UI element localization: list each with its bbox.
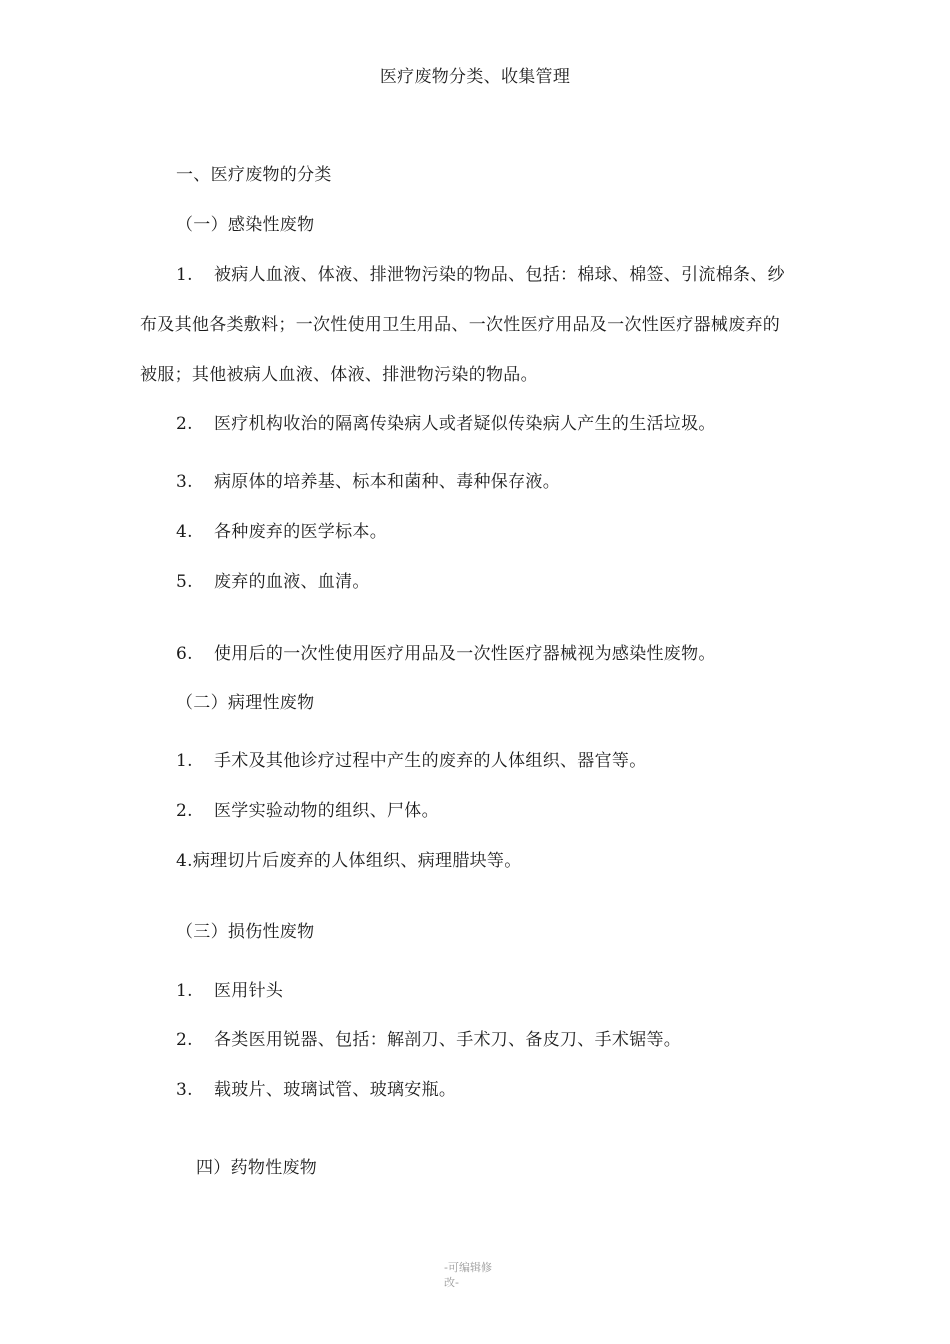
subsection-heading-sharps: （三）损伤性废物 <box>176 922 315 942</box>
item-number: 3. <box>176 1080 193 1100</box>
subsection-heading-infectious: （一）感染性废物 <box>176 215 315 235</box>
paragraph-line: 布及其他各类敷料；一次性使用卫生用品、一次性医疗用品及一次性医疗器械废弃的 <box>140 315 781 335</box>
item-text: 载玻片、玻璃试管、玻璃安瓶。 <box>214 1080 457 1100</box>
list-item <box>176 471 560 493</box>
item-text: 手术及其他诊疗过程中产生的废弃的人体组织、器官等。 <box>214 751 647 771</box>
footer-note <box>444 1260 504 1290</box>
list-item <box>176 750 647 772</box>
list-item: 4.病理切片后废弃的人体组织、病理腊块等。 <box>176 851 522 871</box>
item-number: 1. <box>176 981 193 1001</box>
page-title: 医疗废物分类、收集管理 <box>379 67 571 87</box>
list-item <box>176 413 716 435</box>
paragraph-line: 被服；其他被病人血液、体液、排泄物污染的物品。 <box>140 365 538 385</box>
item-text: 各种废弃的医学标本。 <box>214 522 387 542</box>
item-number: 3. <box>176 472 193 492</box>
item-text: 病原体的培养基、标本和菌种、毒种保存液。 <box>214 472 560 492</box>
list-item <box>176 1029 681 1051</box>
list-item <box>176 571 370 593</box>
item-number: 1. <box>176 265 193 285</box>
item-number: 2. <box>176 801 193 821</box>
item-text: 废弃的血液、血清。 <box>214 572 370 592</box>
item-number: 1. <box>176 751 193 771</box>
subsection-heading-pharmaceutical: 四）药物性废物 <box>196 1158 318 1178</box>
item-text: 被病人血液、体液、排泄物污染的物品、包括：棉球、棉签、引流棉条、纱 <box>214 265 785 285</box>
item-number: 4. <box>176 522 193 542</box>
subsection-heading-pathological: （二）病理性废物 <box>176 693 315 713</box>
list-item <box>176 1079 456 1101</box>
item-number: 2. <box>176 1030 193 1050</box>
item-number: 2. <box>176 414 193 434</box>
list-item <box>176 521 387 543</box>
list-item <box>176 980 283 1002</box>
list-item <box>176 800 439 822</box>
list-item <box>176 264 785 286</box>
list-item <box>176 643 716 665</box>
section-heading: 一、医疗废物的分类 <box>176 165 332 185</box>
item-text: 医用针头 <box>214 981 284 1001</box>
footer-line: -可编辑修 <box>444 1261 492 1274</box>
item-text: 医学实验动物的组织、尸体。 <box>214 801 439 821</box>
item-text: 医疗机构收治的隔离传染病人或者疑似传染病人产生的生活垃圾。 <box>214 414 716 434</box>
item-text: 使用后的一次性使用医疗用品及一次性医疗器械视为感染性废物。 <box>214 644 716 664</box>
item-text: 各类医用锐器、包括：解剖刀、手术刀、备皮刀、手术锯等。 <box>214 1030 682 1050</box>
item-number: 6. <box>176 644 193 664</box>
item-number: 5. <box>176 572 193 592</box>
footer-line: 改- <box>444 1276 459 1289</box>
